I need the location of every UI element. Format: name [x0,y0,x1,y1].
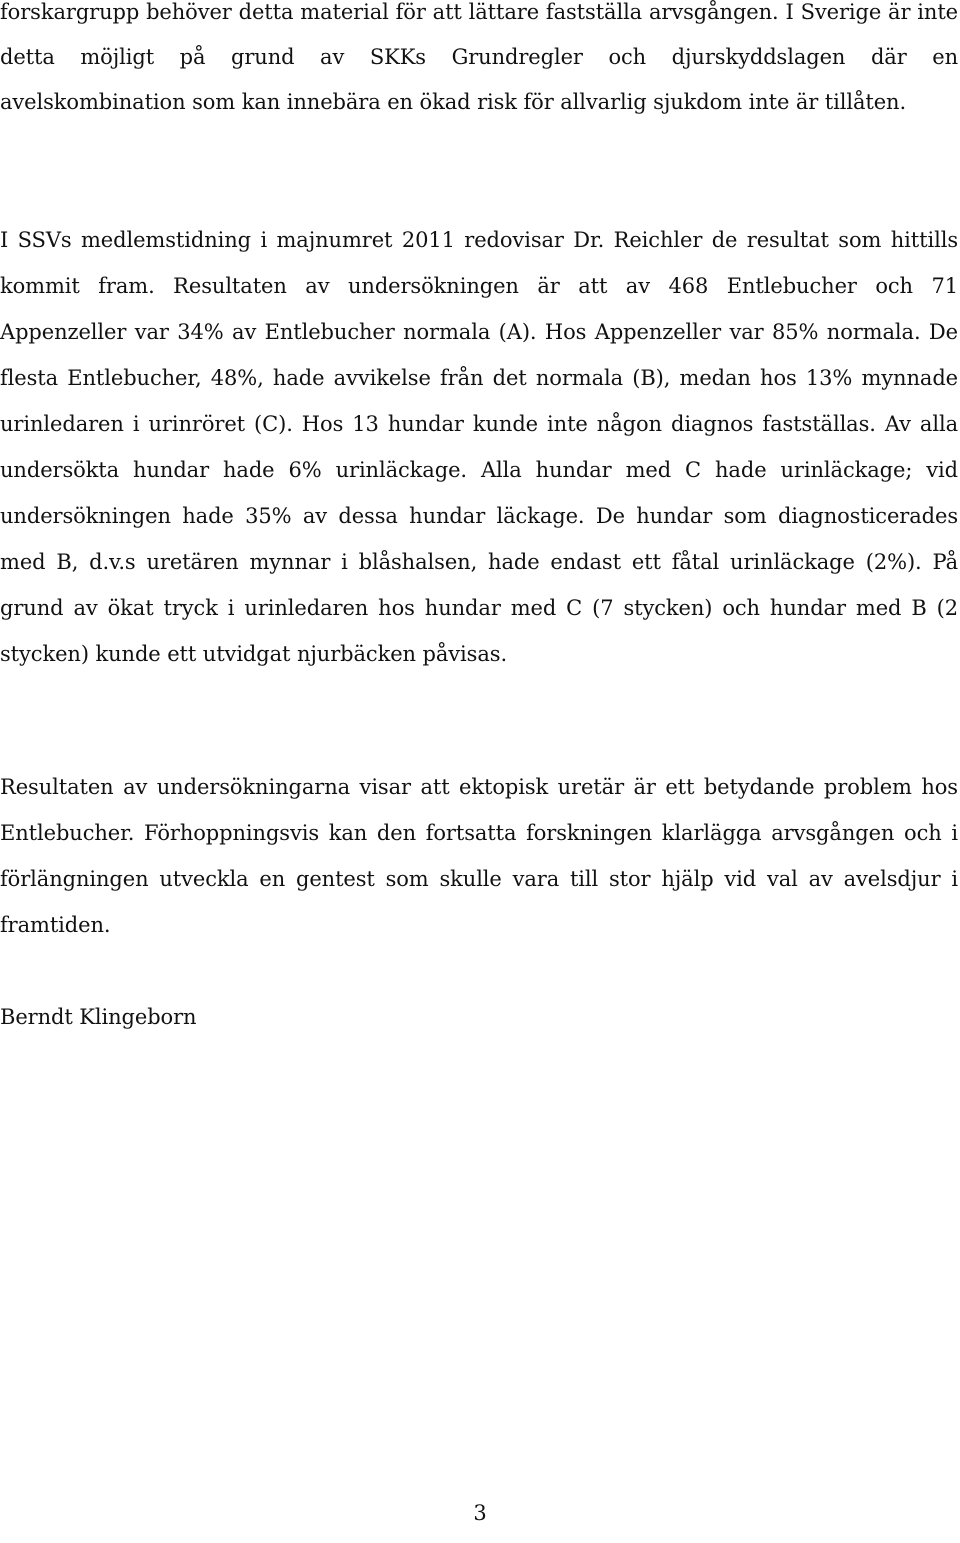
page-number: 3 [473,1501,487,1525]
author-signature: Berndt Klingeborn [0,1005,197,1029]
paragraph-intro-continued: forskargrupp behöver detta material för att lättare fastställa arvsgången. I Sverige är inte detta möjligt på grund av SKKs Grundregler och djurskyddslagen där en avelskombination som kan innebära en ökad risk för allvarlig sjukdom inte är tillåten. [0,0,958,114]
paragraph-study-results: I SSVs medlemstidning i majnumret 2011 redovisar Dr. Reichler de resultat som hittills kommit fram. Resultaten av undersökningen är att av 468 Entlebucher och 71 Appenzeller var 34% av Entlebucher normala (A). Hos Appenzeller var 85% normala. De flesta Entlebucher, 48%, hade avvikelse från det normala (B), medan hos 13% mynnade urinledaren i urinröret (C). Hos 13 hundar kunde inte någon diagnos fastställas. Av alla undersökta hundar hade 6% urinläckage. Alla hundar med C hade urinläckage; vid undersökningen hade 35% av dessa hundar läckage. De hundar som diagnosticerades med B, d.v.s uretären mynnar i blåshalsen, hade endast ett fåtal urinläckage (2%). På grund av ökat tryck i urinledaren hos hundar med C (7 stycken) och hundar med B (2 stycken) kunde ett utvidgat njurbäcken påvisas. [0,228,958,666]
paragraph-conclusion: Resultaten av undersökningarna visar att ektopisk uretär är ett betydande problem hos Entlebucher. Förhoppningsvis kan den fortsatta forskningen klarlägga arvsgången och i förlängningen utveckla en gentest som skulle vara till stor hjälp vid val av avelsdjur i framtiden. [0,775,958,937]
